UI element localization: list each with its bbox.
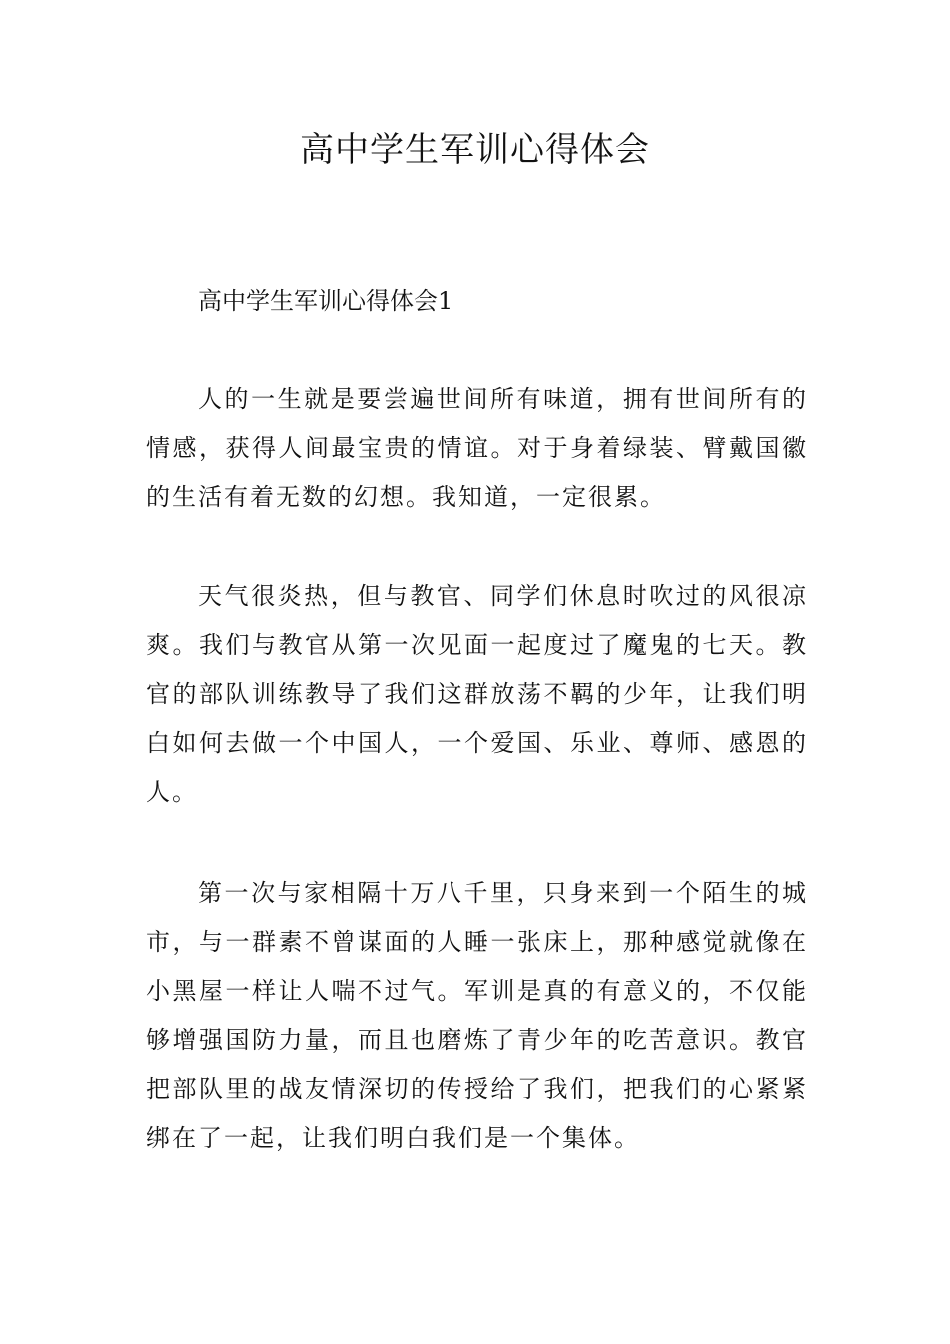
section-heading: 高中学生军训心得体会1 <box>198 287 454 315</box>
paragraph-3: 第一次与家相隔十万八千里，只身来到一个陌生的城市，与一群素不曾谋面的人睡一张床上，那种感觉就像在小黑屋一样让人喘不过气。军训是真的有意义的，不仅能够增强国防力量，而且也磨炼了青少年的吃苦意识。教官把部队里的战友情深切的传授给了我们，把我们的心紧紧绑在了一起，让我们明白我们是一个集体。 <box>146 879 808 1152</box>
document-title: 高中学生军训心得体会 <box>300 130 650 170</box>
paragraph-2: 天气很炎热，但与教官、同学们休息时吹过的风很凉爽。我们与教官从第一次见面一起度过了魔鬼的七天。教官的部队训练教导了我们这群放荡不羁的少年，让我们明白如何去做一个中国人，一个爱国、乐业、尊师、感恩的人。 <box>146 582 808 806</box>
paragraph-1: 人的一生就是要尝遍世间所有味道，拥有世间所有的情感，获得人间最宝贵的情谊。对于身着绿装、臂戴国徽的生活有着无数的幻想。我知道，一定很累。 <box>146 385 808 511</box>
